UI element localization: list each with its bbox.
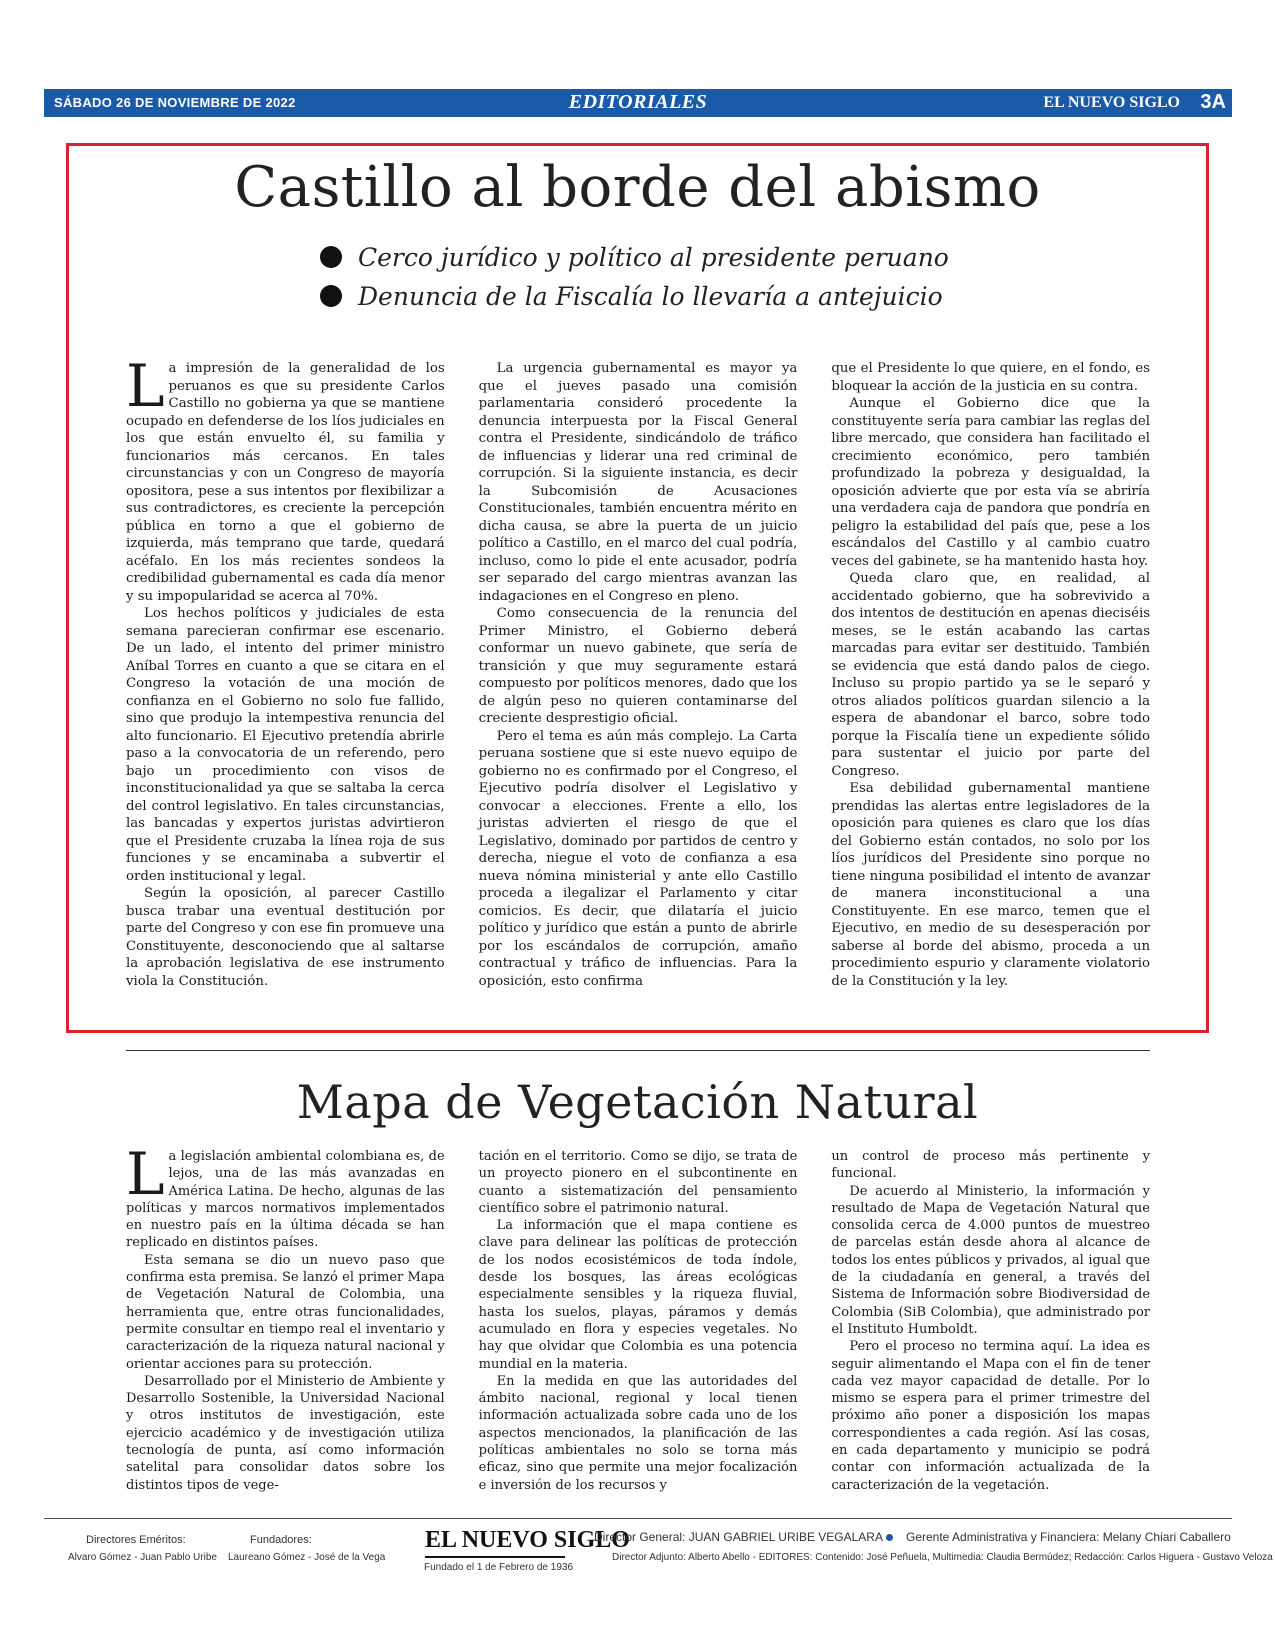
- editorial-2-title: Mapa de Vegetación Natural: [296, 1075, 979, 1129]
- paragraph: Pero el tema es aún más complejo. La Carta peruana sostiene que si este nuevo equipo de gobierno no es confirmado por el Congreso, el Ejecutivo podría disolver el Legislativo y convocar a elecciones. Frente a ello, los juristas advierten el riesgo de que el Legislativo, dominado por partidos de centro y derecha, niegue el voto de confianza a esa nueva nómina ministerial y ante ello Castillo proceda a ilegalizar el Parlamento y citar comicios. Es decir, que dilataría el juicio político y jurídico que están a punto de abrirle por los escándalos de corrupción, amaño contractual y tráfico de influencias. Para la oposición, esto confirma: [478, 728, 798, 989]
- paragraph: Desarrollado por el Ministerio de Ambiente y Desarrollo Sostenible, la Universidad Nacional y otros institutos de investigación, este ejercicio académico y de investigación utiliza tecnología de punta, así como información satelital para consolidar datos sobre los distintos tipos de vege-: [126, 1373, 445, 1493]
- directores-label: Directores Eméritos:: [86, 1534, 186, 1546]
- editorial-2-column-2: [478, 1148, 798, 1493]
- fundadores-label: Fundadores:: [250, 1534, 312, 1546]
- gerente: Gerente Administrativa y Financiera: Melany Chiari Caballero: [906, 1530, 1231, 1544]
- editorial-1-subtitles: [320, 238, 1020, 316]
- drop-cap: L: [126, 352, 165, 420]
- editorial-1-body: [126, 352, 1151, 1010]
- subtitle-1: Cerco jurídico y político al presidente peruano: [320, 238, 1020, 277]
- subtitle-2: Denuncia de la Fiscalía lo llevaría a antejuicio: [320, 277, 1020, 316]
- paragraph: La urgencia gubernamental es mayor ya que el jueves pasado una comisión parlamentaria consideró procedente la denuncia interpuesta por la Fiscal General contra el Presidente, sindicándolo de tráfico de influencias y liderar una red criminal de corrupción. Si la siguiente instancia, es decir la Subcomisión de Acusaciones Constitucionales, también encuentra mérito en dicha causa, se abre la puerta de un juicio político a Castillo, en el marco del cual podría, incluso, como lo pide el ente acusador, podría ser separado del cargo mientras avanzan las indagaciones en el Congreso en pleno.: [478, 361, 798, 604]
- section-title: EDITORIALES: [568, 91, 708, 113]
- director-general: Director General: JUAN GABRIEL URIBE VEGALARA: [594, 1530, 883, 1544]
- editorial-1-title: Castillo al borde del abismo: [234, 155, 1041, 220]
- paragraph: que el Presidente lo que quiere, en el fondo, es bloquear la acción de la justicia en su contra.: [831, 361, 1151, 394]
- paragraph: Pero el proceso no termina aquí. La idea es seguir alimentando el Mapa con el fin de tener cada vez mayor capacidad de detalle. Por lo mismo se espera para el primer trimestre del próximo año poner a disposición los mapas correspondientes a cada región. Así las cosas, en cada departamento y municipio se podrá contar con información actualizada de la caracterización de la vegetación.: [831, 1339, 1151, 1493]
- founded-date: Fundado el 1 de Febrero de 1936: [424, 1562, 573, 1573]
- bullet-icon: [320, 246, 342, 268]
- paragraph: tación en el territorio. Como se dijo, se trata de un proyecto pionero en el subcontinente en cuanto a sistematización del pensamiento científico sobre el patrimonio natural.: [478, 1149, 798, 1216]
- paragraph: La información que el mapa contiene es clave para delinear las políticas de protección de los nodos ecosistémicos de toda índole, desde los bosques, las áreas ecológicas especialmente sensibles y la riqueza fluvial, hasta los suelos, playas, páramos y demás acumulado en flora y especies vegetales. No hay que olvidar que Colombia es una potencia mundial en la materia.: [478, 1218, 798, 1372]
- paragraph: un control de proceso más pertinente y funcional.: [831, 1149, 1151, 1182]
- page-header-bar: [44, 89, 1232, 117]
- paragraph: Aunque el Gobierno dice que la constituyente sería para cambiar las reglas del libre mercado, que considera han facilitado el crecimiento económico, pero también profundizado la pobreza y desigualdad, la oposición advierte que por esta vía se abriría una verdadera caja de pandora que pondría en peligro la estabilidad del país que, pese a los escándalos del Castillo y al cambio cuatro veces del gabinete, se ha mantenido hasta hoy.: [831, 396, 1151, 569]
- fundadores-names: Laureano Gómez - José de la Vega: [228, 1552, 386, 1563]
- paragraph: En la medida en que las autoridades del ámbito nacional, regional y local tienen información actualizada sobre cada uno de los aspectos mencionados, la planificación de las políticas ambientales no solo se torna más eficaz, sino que permite una mejor focalización e inversión de los recursos y: [478, 1373, 798, 1493]
- newspaper-brand: EL NUEVO SIGLO: [1043, 94, 1180, 111]
- directores-names: Alvaro Gómez - Juan Pablo Uribe: [68, 1552, 217, 1563]
- editorial-2-column-1: [126, 1140, 445, 1493]
- paragraph: Como consecuencia de la renuncia del Primer Ministro, el Gobierno deberá conformar un nuevo gabinete, que sería de transición y que muy seguramente estará compuesto por políticos menores, dado que los de algún peso no quieren contaminarse del creciente desprestigio oficial.: [478, 606, 798, 726]
- editorial-1-column-1: [126, 352, 445, 1010]
- issue-date: SÁBADO 26 DE NOVIEMBRE DE 2022: [54, 95, 296, 110]
- editorial-2-body: [126, 1140, 1151, 1493]
- paragraph: Esa debilidad gubernamental mantiene prendidas las alertas entre legisladores de la oposición para quienes es claro que los días del Gobierno están contados, no solo por los líos jurídicos del Presidente sino porque no tiene ninguna posibilidad el intento de avanzar de manera inconstitucional a una Constituyente. En ese marco, temen que el Ejecutivo, en medio de su desesperación por saberse al borde del abismo, proceda a un procedimiento espurio y claramente violatorio de la Constitución y la ley.: [831, 781, 1151, 989]
- paragraph: De acuerdo al Ministerio, la información y resultado de Mapa de Vegetación Natural que consolida cerca de 4.000 puntos de muestreo de parcelas están desde ahora al alcance de todos los entes públicos y privados, al igual que de la ciudadanía en general, a través del Sistema de Información sobre Biodiversidad de Colombia (SiB Colombia), que administrado por el Instituto Humboldt.: [831, 1183, 1151, 1337]
- drop-cap: L: [126, 1140, 165, 1208]
- bullet-icon: [320, 285, 342, 307]
- paragraph: La impresión de la generalidad de los peruanos es que su presidente Carlos Castillo no gobierna ya que se mantiene ocupado en defenderse de los líos judiciales en los que están envuelto él, su familia y funcionarios más cercanos. En tales circunstancias y con un Congreso de mayoría opositora, pese a sus intentos por flexibilizar a sus contradictores, es creciente la percepción pública en torno a que el gobierno de izquierda, más temprano que tarde, quedará acéfalo. En los más recientes sondeos la credibilidad gubernamental es cada día menor y su impopularidad se acerca al 70%.: [126, 352, 445, 604]
- paragraph: Los hechos políticos y judiciales de esta semana parecieran confirmar ese escenario. De un lado, el intento del primer ministro Aníbal Torres en cuanto a que se citara en el Congreso la votación de una moción de confianza en el Gobierno no solo fue fallido, sino que produjo la intempestiva renuncia del alto funcionario. El Ejecutivo pretendía abrirle paso a la convocatoria de un referendo, pero bajo un procedimiento con visos de inconstitucionalidad ya que se saltaba la cerca del control legislativo. En tales circunstancias, las bancadas y expertos juristas advirtieron que el Presidente cruzaba la línea roja de sus funciones y se encaminaba a subvertir el orden institucional y legal.: [126, 606, 445, 884]
- staff-credits: Director Adjunto: Alberto Abello - EDITORES: Contenido: José Peñuela, Multimedia: Claudia Bermúdez; Redacción: Carlos Higuera - Gustavo Veloza: [612, 1552, 1273, 1563]
- page-number: 3A: [1200, 91, 1226, 113]
- editorial-1-column-2: [479, 360, 798, 1010]
- paragraph: La legislación ambiental colombiana es, de lejos, una de las más avanzadas en América Latina. De hecho, algunas de las políticas y marcos normativos implementados en nuestro país en la última década se han replicado en distintos países.: [126, 1140, 445, 1251]
- paragraph: Queda claro que, en realidad, al accidentado gobierno, que ha sobrevivido a dos intentos de destitución en apenas dieciséis meses, se le están acabando las cartas marcadas para evitar ser destituido. También se evidencia que está dando palos de ciego. Incluso su propio partido ya se le separó y otros aliados políticos guardan silencio a la espera de abandonar el barco, sobre todo porque la Fiscalía tiene un expediente sólido para sustentar el juicio por parte del Congreso.: [831, 571, 1151, 779]
- separator-dot: [886, 1534, 893, 1541]
- editorial-2-column-3: [831, 1148, 1151, 1493]
- editorial-1-column-3: [831, 360, 1150, 1010]
- section-divider: [126, 1050, 1150, 1051]
- newspaper-logo: EL NUEVO SIGLO: [425, 1527, 630, 1553]
- paragraph: Esta semana se dio un nuevo paso que confirma esta premisa. Se lanzó el primer Mapa de Vegetación Natural de Colombia, una herramienta que, entre otras funcionalidades, permite consultar en tiempo real el inventario y caracterización de la riqueza natural nacional y orientar acciones para su protección.: [126, 1252, 445, 1372]
- footer-divider: [44, 1518, 1232, 1519]
- logo-underline: [425, 1556, 565, 1558]
- paragraph: Según la oposición, al parecer Castillo busca trabar una eventual destitución por parte del Congreso y con ese fin promueve una Constituyente, desconociendo que al saltarse la aprobación legislativa de ese instrumento viola la Constitución.: [126, 886, 445, 989]
